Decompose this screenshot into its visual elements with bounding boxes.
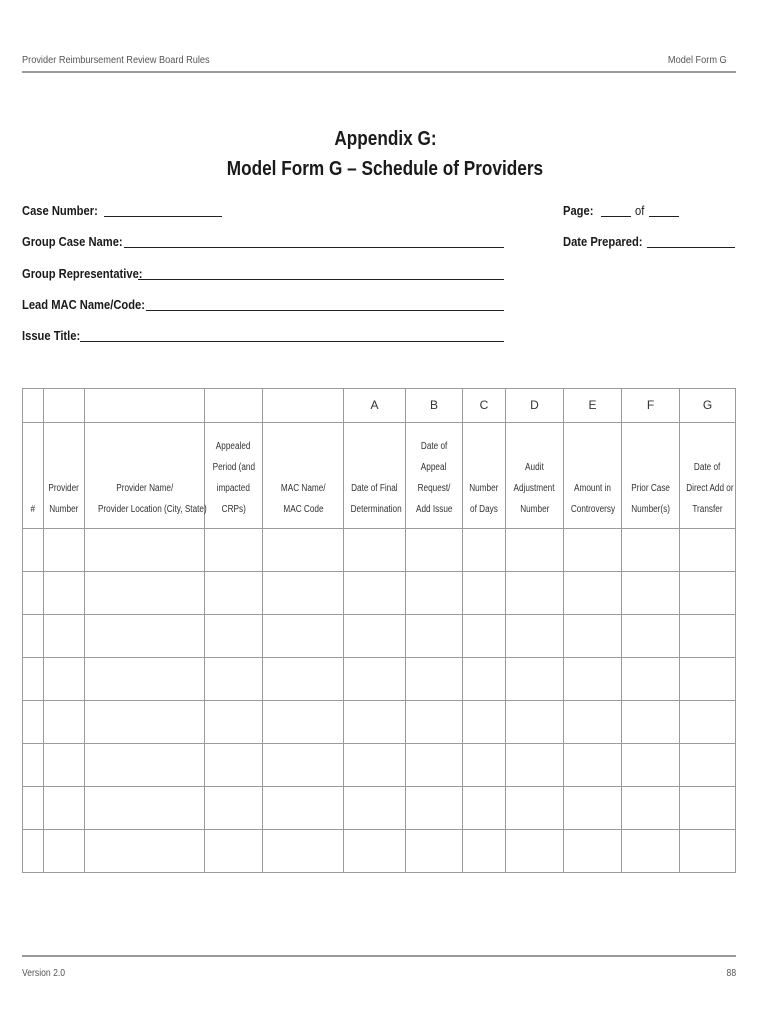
- header-doc-title: Provider Reimbursement Review Board Rules: [22, 55, 210, 66]
- table-entry-cell[interactable]: [205, 572, 263, 615]
- column-heading-row: [23, 423, 736, 529]
- table-entry-cell[interactable]: [344, 830, 406, 873]
- table-row: [23, 787, 736, 830]
- column-heading-cell: [564, 423, 622, 529]
- column-heading-line: of Days: [470, 504, 498, 515]
- column-letter-cell: [23, 389, 44, 423]
- column-letter-cell: E: [564, 389, 622, 423]
- column-heading-line: CRPs): [221, 504, 246, 515]
- page-of-label: of: [635, 203, 645, 218]
- header-rule: [22, 71, 736, 73]
- footer-version: Version 2.0: [22, 968, 66, 979]
- column-heading-cell: [622, 423, 680, 529]
- table-entry-cell[interactable]: [622, 529, 680, 572]
- group-case-name-blank[interactable]: [124, 234, 504, 248]
- page-field: [563, 203, 645, 218]
- column-heading-cell: [23, 423, 44, 529]
- table-entry-cell[interactable]: [344, 787, 406, 830]
- column-heading-cell: [506, 423, 564, 529]
- table-entry-cell[interactable]: [263, 615, 344, 658]
- table-entry-cell[interactable]: [85, 658, 205, 701]
- group-case-name-field: [22, 234, 139, 249]
- column-heading-cell: [205, 423, 263, 529]
- column-heading-line: impacted: [216, 483, 251, 494]
- table-entry-cell[interactable]: [263, 701, 344, 744]
- table-entry-cell[interactable]: [680, 744, 736, 787]
- column-heading-line: Date of: [694, 462, 721, 473]
- column-heading-line: Appealed: [216, 441, 251, 452]
- table-entry-cell[interactable]: [564, 658, 622, 701]
- table-entry-cell[interactable]: [205, 701, 263, 744]
- column-letter-cell: F: [622, 389, 680, 423]
- table-entry-cell[interactable]: [205, 744, 263, 787]
- column-heading-cell: [463, 423, 506, 529]
- table-entry-cell[interactable]: [344, 615, 406, 658]
- table-entry-cell[interactable]: [406, 830, 463, 873]
- table-entry-cell[interactable]: [680, 830, 736, 873]
- table-entry-cell[interactable]: [263, 787, 344, 830]
- table-entry-cell[interactable]: [205, 830, 263, 873]
- column-heading-cell: [406, 423, 463, 529]
- column-heading-line: Transfer: [692, 504, 723, 515]
- table-entry-cell[interactable]: [205, 787, 263, 830]
- table-entry-cell[interactable]: [44, 615, 85, 658]
- table-entry-cell[interactable]: [85, 744, 205, 787]
- column-heading-line: Date of Final: [351, 483, 398, 494]
- table-entry-cell[interactable]: [564, 787, 622, 830]
- table-entry-cell[interactable]: [506, 744, 564, 787]
- date-prepared-blank[interactable]: [647, 234, 735, 248]
- table-entry-cell[interactable]: [44, 572, 85, 615]
- title-line-2: Model Form G – Schedule of Providers: [226, 158, 544, 180]
- table-row: [23, 658, 736, 701]
- table-entry-cell[interactable]: [23, 787, 44, 830]
- table-entry-cell[interactable]: [406, 572, 463, 615]
- table-entry-cell[interactable]: [622, 744, 680, 787]
- column-heading-line: Amount in: [574, 483, 611, 494]
- group-representative-blank[interactable]: [138, 266, 504, 280]
- table-entry-cell[interactable]: [564, 830, 622, 873]
- column-heading-line: Adjustment: [513, 483, 556, 494]
- issue-title-blank[interactable]: [80, 328, 504, 342]
- table-entry-cell[interactable]: [506, 787, 564, 830]
- table-entry-cell[interactable]: [205, 529, 263, 572]
- issue-title-label: Issue Title:: [22, 328, 81, 343]
- table-entry-cell[interactable]: [205, 658, 263, 701]
- column-letter-cell: A: [344, 389, 406, 423]
- lead-mac-label: Lead MAC Name/Code:: [22, 297, 146, 312]
- table-entry-cell[interactable]: [263, 744, 344, 787]
- page-title: [0, 124, 770, 184]
- table-entry-cell[interactable]: [680, 701, 736, 744]
- table-entry-cell[interactable]: [85, 572, 205, 615]
- column-heading-line: Determination: [350, 504, 402, 515]
- table-entry-cell[interactable]: [564, 701, 622, 744]
- table-entry-cell[interactable]: [506, 830, 564, 873]
- table-entry-cell[interactable]: [463, 658, 506, 701]
- table-entry-cell[interactable]: [622, 572, 680, 615]
- table-entry-cell[interactable]: [263, 830, 344, 873]
- column-letter-cell: D: [506, 389, 564, 423]
- table-entry-cell[interactable]: [44, 701, 85, 744]
- table-entry-cell[interactable]: [406, 787, 463, 830]
- table-entry-cell[interactable]: [406, 658, 463, 701]
- table-entry-cell[interactable]: [263, 529, 344, 572]
- table-entry-cell[interactable]: [44, 529, 85, 572]
- table-entry-cell[interactable]: [680, 572, 736, 615]
- table-entry-cell[interactable]: [23, 830, 44, 873]
- table-entry-cell[interactable]: [85, 615, 205, 658]
- table-entry-cell[interactable]: [406, 529, 463, 572]
- table-entry-cell[interactable]: [344, 529, 406, 572]
- table-row: [23, 529, 736, 572]
- group-representative-label: Group Representative:: [22, 266, 143, 281]
- column-heading-line: Add Issue: [415, 504, 453, 515]
- table-entry-cell[interactable]: [44, 830, 85, 873]
- header-form-name: Model Form G: [667, 55, 727, 66]
- column-heading-line: Request/: [417, 483, 451, 494]
- column-heading-line: Provider Name/: [116, 483, 173, 494]
- column-heading-line: Number: [469, 483, 499, 494]
- column-letter-cell: [44, 389, 85, 423]
- table-entry-cell[interactable]: [622, 658, 680, 701]
- column-heading-line: Audit: [525, 462, 544, 473]
- table-entry-cell[interactable]: [406, 744, 463, 787]
- table-entry-cell[interactable]: [463, 744, 506, 787]
- table-entry-cell[interactable]: [463, 830, 506, 873]
- table-entry-cell[interactable]: [680, 658, 736, 701]
- table-entry-cell[interactable]: [463, 701, 506, 744]
- table-entry-cell[interactable]: [406, 701, 463, 744]
- table-entry-cell[interactable]: [463, 529, 506, 572]
- table-entry-cell[interactable]: [564, 744, 622, 787]
- table-entry-cell[interactable]: [680, 615, 736, 658]
- table-entry-cell[interactable]: [85, 701, 205, 744]
- table-entry-cell[interactable]: [622, 615, 680, 658]
- table-entry-cell[interactable]: [564, 572, 622, 615]
- table-entry-cell[interactable]: [85, 830, 205, 873]
- page-number-blank[interactable]: [601, 203, 631, 217]
- footer-rule: [22, 955, 736, 957]
- lead-mac-field: [22, 297, 165, 312]
- table-entry-cell[interactable]: [622, 830, 680, 873]
- table-entry-cell[interactable]: [463, 615, 506, 658]
- table-entry-cell[interactable]: [263, 572, 344, 615]
- column-letter-cell: B: [406, 389, 463, 423]
- table-row: [23, 744, 736, 787]
- table-entry-cell[interactable]: [344, 572, 406, 615]
- table-entry-cell[interactable]: [463, 787, 506, 830]
- column-letter-cell: C: [463, 389, 506, 423]
- column-heading-line: Controversy: [570, 504, 615, 515]
- table-entry-cell[interactable]: [680, 529, 736, 572]
- schedule-of-providers-table: [22, 388, 736, 873]
- table-entry-cell[interactable]: [23, 658, 44, 701]
- table-entry-cell[interactable]: [23, 615, 44, 658]
- table-entry-cell[interactable]: [44, 658, 85, 701]
- column-heading-line: MAC Name/: [280, 483, 326, 494]
- column-heading-line: Number: [519, 504, 550, 515]
- group-case-name-label: Group Case Name:: [22, 234, 123, 249]
- table-entry-cell[interactable]: [463, 572, 506, 615]
- table-entry-cell[interactable]: [622, 787, 680, 830]
- table-entry-cell[interactable]: [344, 744, 406, 787]
- footer-page-number: 88: [726, 968, 736, 979]
- column-heading-line: Number: [49, 504, 79, 515]
- table-entry-cell[interactable]: [23, 701, 44, 744]
- column-heading-cell: [680, 423, 736, 529]
- page-total-blank[interactable]: [649, 203, 679, 217]
- column-heading-line: #: [30, 504, 36, 515]
- column-heading-cell: [85, 423, 205, 529]
- case-number-field: [22, 203, 110, 218]
- table-entry-cell[interactable]: [205, 615, 263, 658]
- column-heading-line: Appeal: [421, 462, 447, 473]
- title-line-1: Appendix G:: [333, 128, 437, 150]
- column-heading-line: Direct Add or: [686, 483, 734, 494]
- date-prepared-label: Date Prepared:: [563, 234, 643, 249]
- table-entry-cell[interactable]: [344, 658, 406, 701]
- table-entry-cell[interactable]: [263, 658, 344, 701]
- table-entry-cell[interactable]: [564, 529, 622, 572]
- column-heading-line: Prior Case: [631, 483, 670, 494]
- table-entry-cell[interactable]: [506, 615, 564, 658]
- table-entry-cell[interactable]: [23, 529, 44, 572]
- table-entry-cell[interactable]: [506, 658, 564, 701]
- column-letter-cell: [85, 389, 205, 423]
- table-entry-cell[interactable]: [23, 572, 44, 615]
- column-letter-cell: G: [680, 389, 736, 423]
- column-letter-cell: [263, 389, 344, 423]
- column-heading-cell: [344, 423, 406, 529]
- column-heading-line: Provider: [48, 483, 80, 494]
- table-entry-cell[interactable]: [622, 701, 680, 744]
- table-row: [23, 615, 736, 658]
- case-number-blank[interactable]: [104, 203, 222, 217]
- column-heading-line: Date of: [420, 441, 448, 452]
- page-label: Page:: [563, 203, 594, 218]
- case-number-label: Case Number:: [22, 203, 98, 218]
- table-entry-cell[interactable]: [23, 744, 44, 787]
- table-entry-cell[interactable]: [85, 787, 205, 830]
- issue-title-field: [22, 328, 90, 343]
- column-letter-row: [23, 389, 736, 423]
- table-row: [23, 830, 736, 873]
- table-body: [23, 529, 736, 873]
- table-entry-cell[interactable]: [85, 529, 205, 572]
- lead-mac-blank[interactable]: [146, 297, 504, 311]
- table-row: [23, 701, 736, 744]
- table-entry-cell[interactable]: [44, 744, 85, 787]
- column-heading-line: Number(s): [631, 504, 670, 515]
- column-letter-cell: [205, 389, 263, 423]
- column-heading-cell: [44, 423, 85, 529]
- column-heading-cell: [263, 423, 344, 529]
- table-entry-cell[interactable]: [564, 615, 622, 658]
- date-prepared-field: [563, 234, 655, 249]
- table-entry-cell[interactable]: [680, 787, 736, 830]
- table-entry-cell[interactable]: [44, 787, 85, 830]
- column-heading-line: MAC Code: [282, 504, 324, 515]
- column-heading-line: Period (and: [212, 462, 255, 473]
- column-heading-line: Provider Location (City, State): [97, 504, 207, 515]
- table-row: [23, 572, 736, 615]
- table-entry-cell[interactable]: [344, 701, 406, 744]
- group-representative-field: [22, 266, 162, 281]
- table-entry-cell[interactable]: [506, 572, 564, 615]
- table-entry-cell[interactable]: [506, 529, 564, 572]
- table-entry-cell[interactable]: [506, 701, 564, 744]
- table-entry-cell[interactable]: [406, 615, 463, 658]
